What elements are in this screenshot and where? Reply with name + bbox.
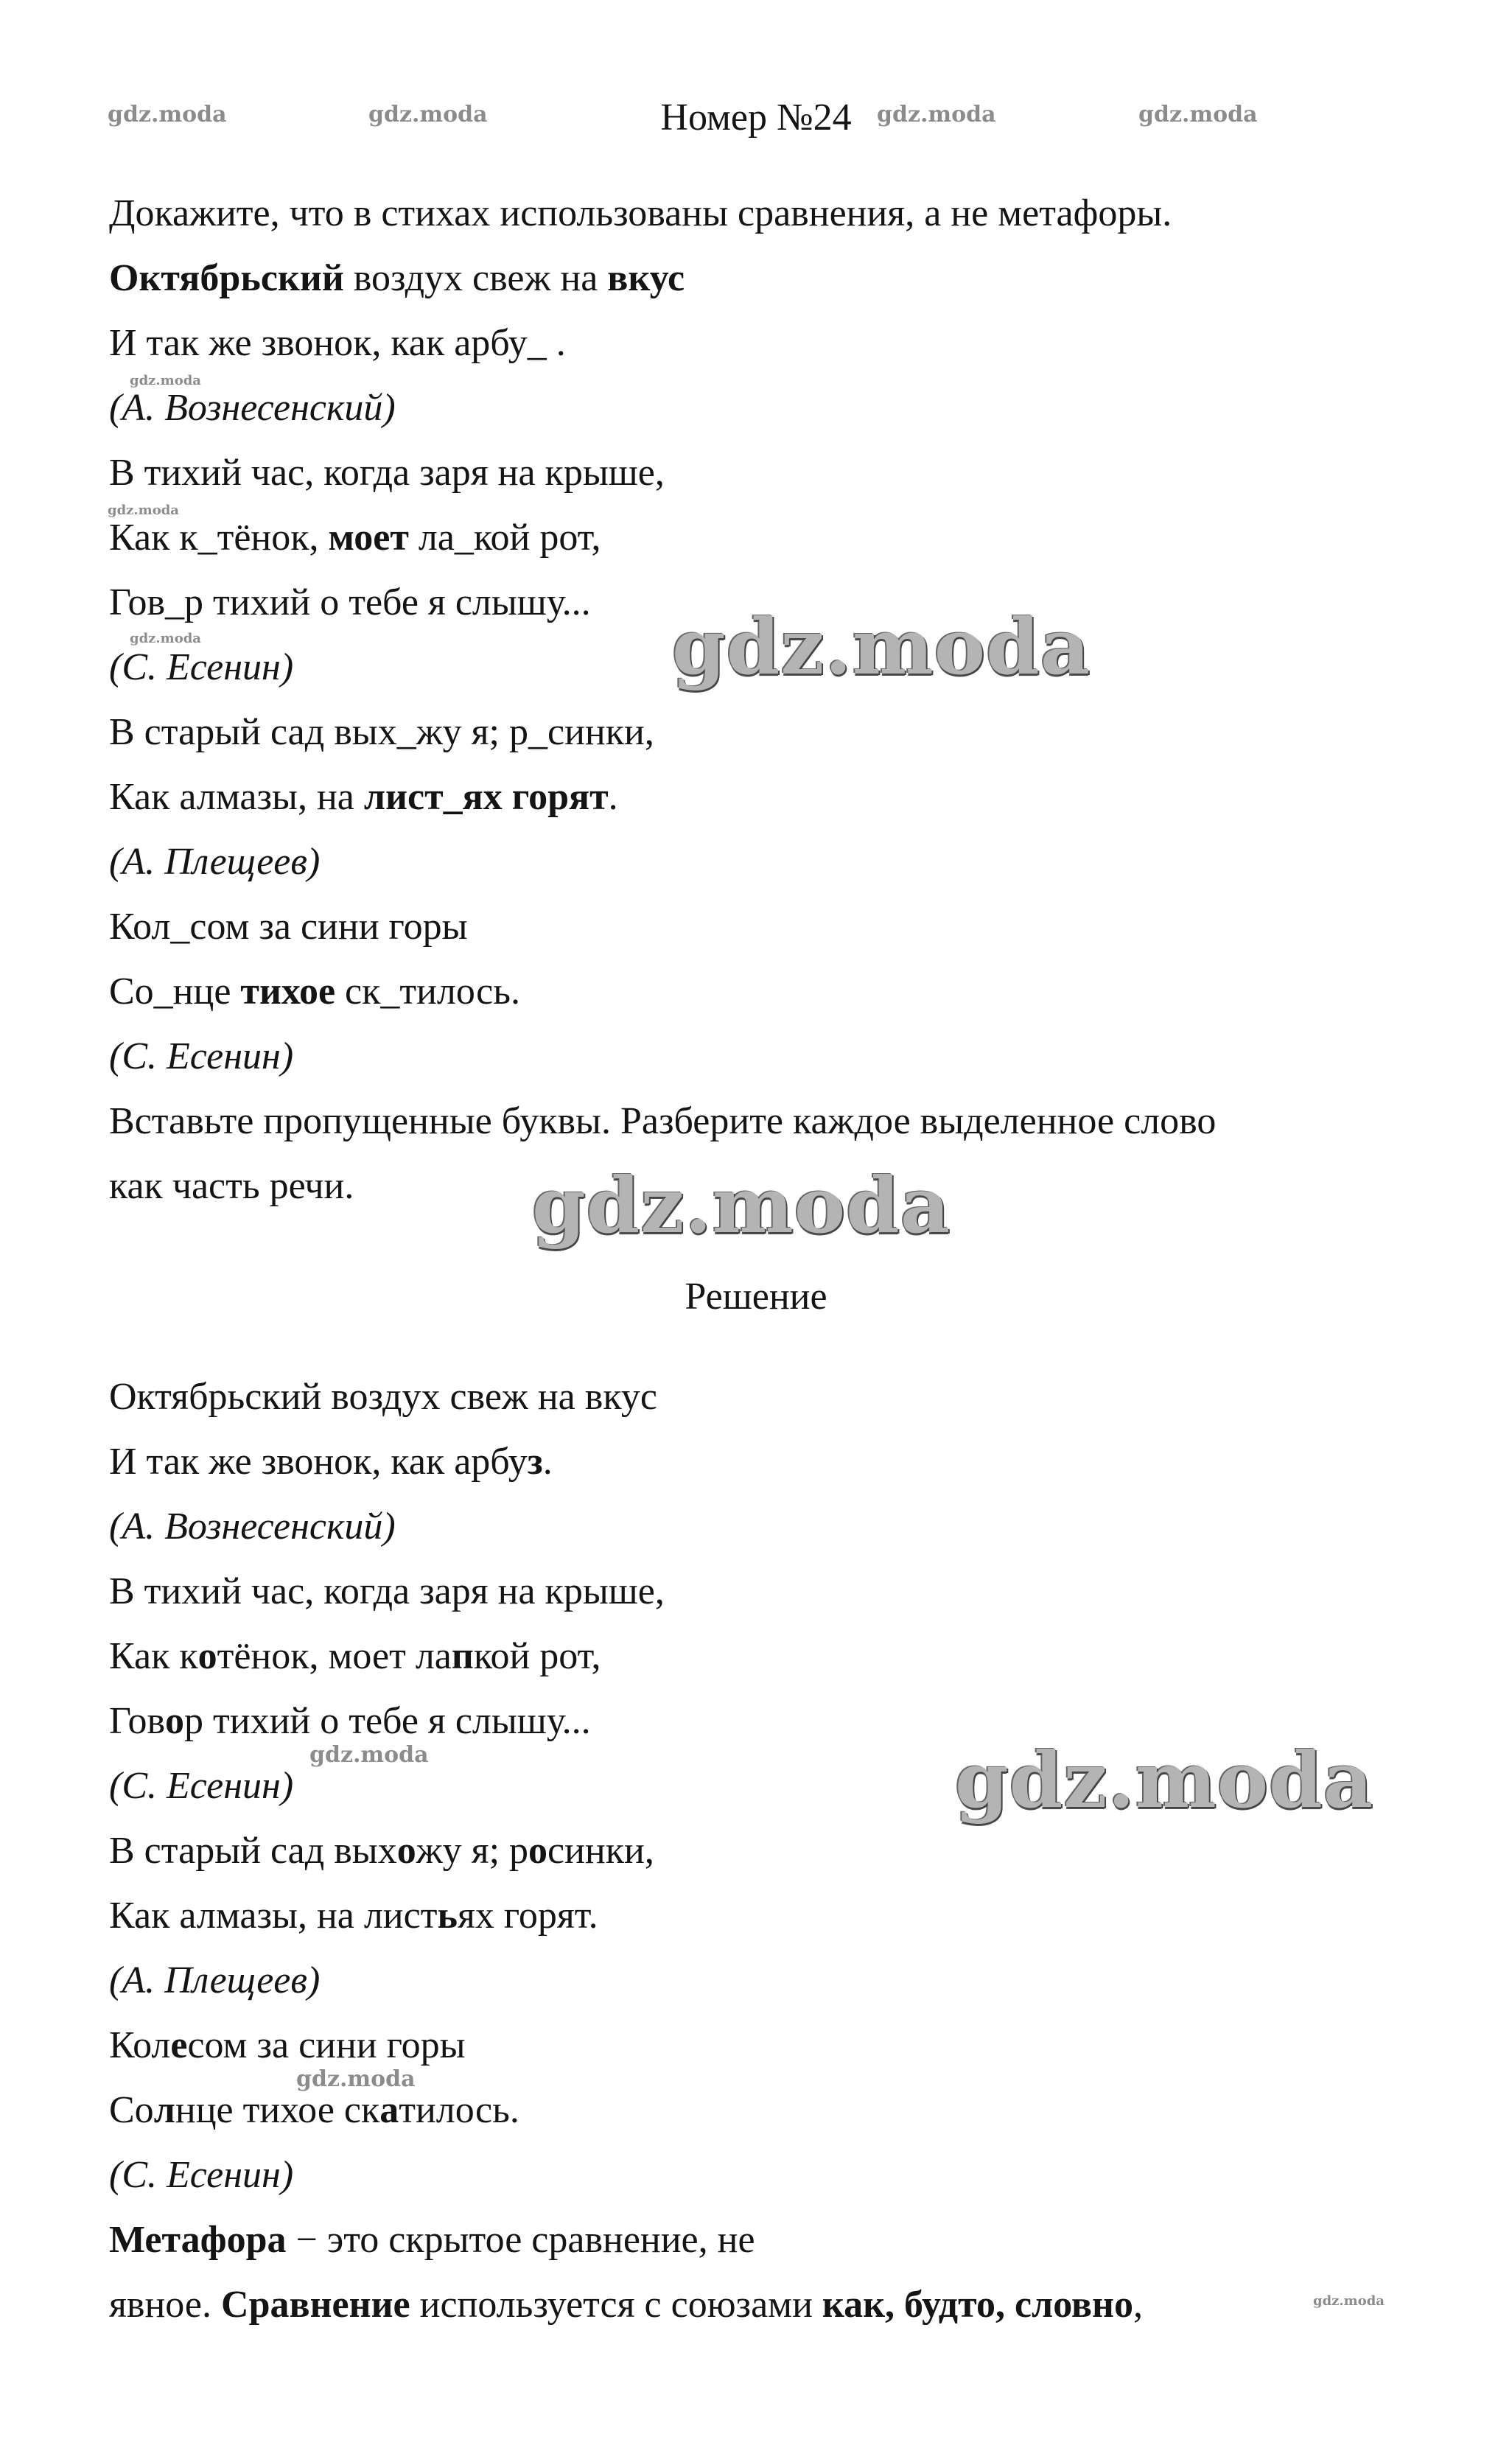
watermark: gdz.moda [1138, 102, 1258, 127]
bold-fragment: лист_ях горят [363, 776, 609, 818]
text-fragment: сом за сини горы [187, 2024, 466, 2066]
watermark: gdz.moda [130, 631, 201, 646]
text-fragment: Как к [109, 1635, 198, 1677]
text-fragment: (А. Вознесенский) [109, 1505, 396, 1548]
bold-fragment: ь [437, 1895, 458, 1937]
text-fragment: Как алмазы, на [109, 776, 364, 818]
task-line [109, 579, 591, 626]
text-fragment: (С. Есенин) [109, 646, 294, 688]
watermark: gdz.moda [309, 1742, 429, 1768]
task-instruction: Вставьте пропущенные буквы. Разберите каждое выделенное слово [109, 1100, 1217, 1142]
text-fragment: Кол_сом за сини горы [109, 906, 468, 948]
task-line [109, 774, 618, 821]
text-fragment: И так же звонок, как арбу_ . [109, 322, 566, 364]
text-fragment: (С. Есенин) [109, 2154, 294, 2196]
solution-author-line [109, 1763, 293, 1810]
text-fragment: (А. Вознесенский) [109, 387, 396, 429]
solution-line [109, 1633, 601, 1680]
page-title: Номер №24 [660, 97, 852, 139]
task-author-line [109, 1033, 293, 1080]
text-fragment: , [1133, 2284, 1143, 2326]
task-line [109, 450, 665, 497]
text-fragment: Октябрьский воздух свеж на вкус [109, 1376, 657, 1418]
text-fragment: ск_тилось. [335, 971, 520, 1013]
text-fragment: воздух свеж на [343, 257, 608, 299]
watermark: gdz.moda [108, 102, 227, 127]
task-line [109, 903, 468, 951]
solution-line [109, 1438, 553, 1486]
text-fragment: Как к_тёнок, [109, 517, 329, 559]
bold-fragment: Метафора [109, 2219, 287, 2261]
watermark: gdz.moda [296, 2066, 416, 2092]
text-fragment: Гов [109, 1700, 166, 1742]
task-line [109, 255, 685, 302]
watermark: gdz.moda [672, 601, 1091, 692]
bold-fragment: з [527, 1441, 543, 1483]
bold-fragment: о [396, 1830, 416, 1872]
watermark: gdz.moda [877, 102, 996, 127]
solution-author-line [109, 1957, 320, 2004]
solution-line [109, 2281, 1143, 2329]
text-fragment: Как алмазы, на лист [109, 1895, 438, 1937]
watermark: gdz.moda [368, 102, 488, 127]
text-fragment: явное. [109, 2284, 222, 2326]
text-fragment: жу я; р [416, 1830, 529, 1872]
text-fragment: (А. Плещеев) [109, 1959, 321, 2001]
watermark: gdz.moda [1313, 2293, 1385, 2309]
text-fragment: Со [109, 2089, 154, 2131]
task-author-line [109, 839, 320, 886]
task-instruction: как часть речи. [109, 1165, 354, 1207]
task-line [109, 968, 520, 1015]
text-fragment: тилось. [399, 2089, 519, 2131]
bold-fragment: е [170, 2024, 188, 2066]
task-author-line [109, 644, 293, 691]
text-fragment: Гов_р тихий о тебе я слышу... [109, 581, 591, 623]
text-fragment: тёнок, моет ла [217, 1635, 452, 1677]
bold-fragment: о [197, 1635, 217, 1677]
bold-fragment: а [379, 2089, 399, 2131]
text-fragment: ла_кой рот, [408, 517, 601, 559]
text-fragment: р тихий о тебе я слышу... [184, 1700, 591, 1742]
bold-fragment: о [165, 1700, 185, 1742]
text-fragment: кой рот, [473, 1635, 601, 1677]
text-fragment: Со_нце [109, 971, 241, 1013]
solution-line [109, 1568, 665, 1615]
task-line [109, 514, 601, 562]
solution-author-line [109, 2152, 293, 2199]
watermark: gdz.moda [532, 1160, 951, 1251]
solution-author-line [109, 1503, 396, 1550]
task-line [109, 709, 654, 756]
solution-line [109, 2217, 755, 2264]
solution-line [109, 2022, 466, 2069]
task-intro: Докажите, что в стихах использованы сравнения, а не метафоры. [109, 192, 1172, 234]
bold-fragment: о [528, 1830, 548, 1872]
text-fragment: (А. Плещеев) [109, 841, 321, 883]
text-fragment: . [542, 1441, 553, 1483]
task-author-line [109, 385, 396, 432]
bold-fragment: п [451, 1635, 474, 1677]
task-line [109, 320, 566, 367]
watermark: gdz.moda [130, 373, 201, 388]
watermark: gdz.moda [955, 1735, 1374, 1825]
bold-fragment: Сравнение [221, 2284, 410, 2326]
bold-fragment: тихое [240, 971, 336, 1013]
text-fragment: (С. Есенин) [109, 1765, 294, 1807]
bold-fragment: вкус [607, 257, 685, 299]
solution-line [109, 1374, 657, 1421]
text-fragment: В тихий час, когда заря на крыше, [109, 452, 665, 494]
text-fragment: В старый сад вых_жу я; р_синки, [109, 711, 654, 753]
text-fragment: синки, [547, 1830, 654, 1872]
text-fragment: нце тихое ск [175, 2089, 380, 2131]
text-fragment: И так же звонок, как арбу [109, 1441, 528, 1483]
text-fragment: В тихий час, когда заря на крыше, [109, 1570, 665, 1612]
bold-fragment: моет [328, 517, 409, 559]
solution-line [109, 1698, 591, 1745]
text-fragment: (С. Есенин) [109, 1035, 294, 1077]
bold-fragment: как, будто, словно [822, 2284, 1133, 2326]
text-fragment: используется с союзами [410, 2284, 822, 2326]
text-fragment: − это скрытое сравнение, не [286, 2219, 755, 2261]
text-fragment: ях горят. [457, 1895, 598, 1937]
text-fragment: Кол [109, 2024, 171, 2066]
bold-fragment: Октябрьский [109, 257, 344, 299]
text-fragment: В старый сад вых [109, 1830, 397, 1872]
solution-title: Решение [685, 1276, 827, 1318]
solution-line [109, 2087, 519, 2134]
solution-line [109, 1892, 598, 1940]
solution-line [109, 1828, 654, 1875]
watermark: gdz.moda [108, 503, 179, 518]
bold-fragment: л [153, 2089, 175, 2131]
text-fragment: . [608, 776, 618, 818]
